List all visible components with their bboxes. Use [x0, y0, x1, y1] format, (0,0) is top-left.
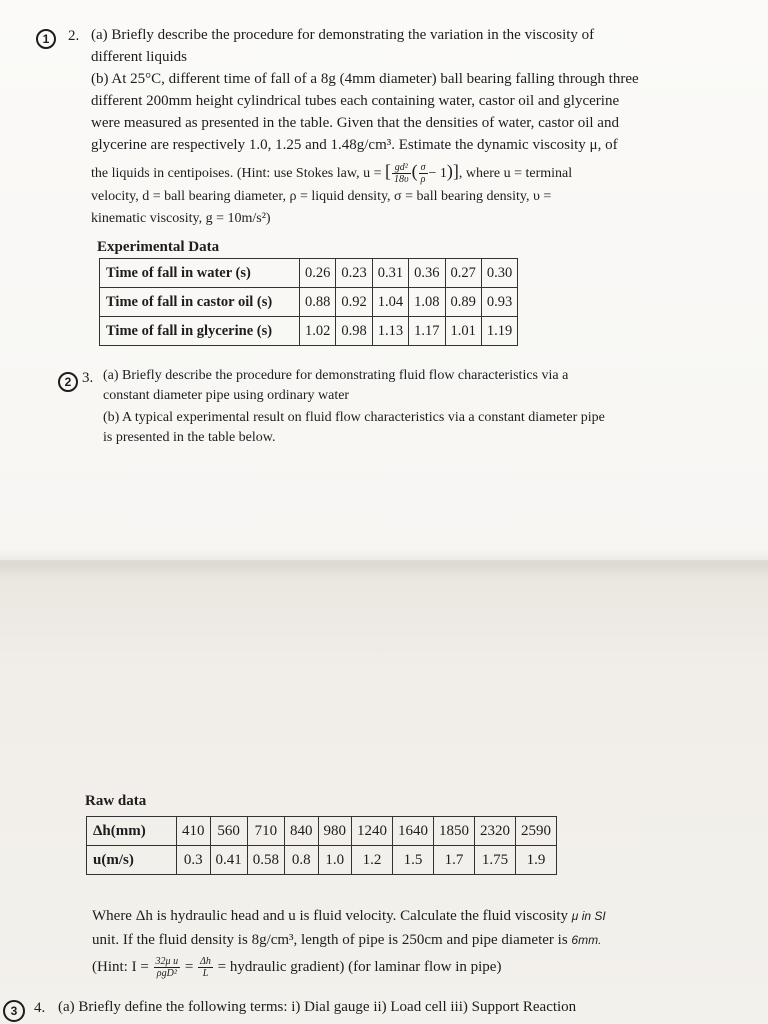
row-label: Time of fall in glycerine (s): [100, 317, 300, 346]
table-cell: 1.13: [372, 317, 408, 346]
q3-hint-open: (Hint: I =: [92, 959, 149, 975]
q2-part-b-line3: were measured as presented in the table. Given that the densities of water, castor oil and: [91, 115, 619, 131]
table-cell: 0.31: [372, 259, 408, 288]
table-cell: 0.88: [300, 288, 336, 317]
q3-where-line2: [92, 928, 762, 952]
table-cell: 560: [210, 817, 247, 846]
q3-where-line1: [92, 904, 762, 928]
q2-part-b-line2: different 200mm height cylindrical tubes each containing water, castor oil and glycerine: [91, 93, 620, 109]
table-cell: 1.19: [481, 317, 517, 346]
table-row: [87, 846, 557, 875]
table-cell: 1.0: [318, 846, 352, 875]
q3-hint-fraction-1: $\frac{\text{32μ u}}{\text{ρgD²}}$: [155, 956, 179, 980]
q2-hint-line2: velocity, d = ball bearing diameter, ρ = liquid density, σ = ball bearing density, υ =: [91, 189, 552, 204]
page-fold-shadow: [0, 548, 768, 578]
q3-hint-line: [92, 952, 762, 982]
q2-experimental-data-table: [99, 258, 518, 346]
table-cell: 1.02: [300, 317, 336, 346]
table-cell: 1.75: [475, 846, 516, 875]
q2-part-b-line4: glycerine are respectively 1.0, 1.25 and 1.48g/cm³. Estimate the dynamic viscosity μ, of: [91, 137, 618, 153]
table-row: [100, 317, 518, 346]
q4-text: (a) Briefly define the following terms: i) Dial gauge ii) Load cell iii) Support Reaction: [58, 999, 577, 1015]
table-cell: 0.41: [210, 846, 247, 875]
q2-hint-start: the liquids in centipoises. (Hint: use Stokes law, u =: [91, 166, 382, 181]
q2-hint-end: , where u = terminal: [458, 166, 573, 181]
table-cell: 1.7: [434, 846, 475, 875]
table-cell: 1240: [352, 817, 393, 846]
question-marker-1: 1: [36, 29, 56, 49]
q3-where-line2-text: unit. If the fluid density is 8g/cm³, length of pipe is 250cm and pipe diameter is: [92, 932, 568, 948]
table-cell: 0.58: [247, 846, 284, 875]
table-cell: 2590: [516, 817, 557, 846]
table-cell: 0.89: [445, 288, 481, 317]
table-cell: 0.23: [336, 259, 372, 288]
question-number-4: 4.: [34, 1000, 46, 1016]
table-row: [100, 259, 518, 288]
question-3-body: [103, 366, 703, 448]
table-cell: 0.8: [285, 846, 319, 875]
q2-hint-minus: − 1: [428, 166, 447, 181]
q3-handwritten-note-2: 6mm.: [571, 933, 602, 947]
q2-part-b-line1: (b) At 25°C, different time of fall of a 8g (4mm diameter) ball bearing falling through three: [91, 71, 639, 87]
q3-hint-fraction-2: $\frac{\Delta h}{L}$: [200, 956, 211, 980]
table-cell: 710: [247, 817, 284, 846]
q3-where-line1-text: Where Δh is hydraulic head and u is fluid velocity. Calculate the fluid viscosity: [92, 908, 569, 924]
table-cell: 1.17: [409, 317, 445, 346]
table-cell: 1.01: [445, 317, 481, 346]
row-label: Time of fall in water (s): [100, 259, 300, 288]
table-cell: 980: [318, 817, 352, 846]
q2-hint-line3: kinematic viscosity, g = 10m/s²): [91, 211, 271, 226]
q3-table-caption: Raw data: [85, 793, 147, 809]
table-row: [100, 288, 518, 317]
table-cell: 1.2: [352, 846, 393, 875]
q3-handwritten-note-1: μ in SI: [571, 909, 606, 923]
row-label: Time of fall in castor oil (s): [100, 288, 300, 317]
question-number-3: 3.: [82, 370, 94, 386]
table-cell: 1.9: [516, 846, 557, 875]
table-cell: 0.98: [336, 317, 372, 346]
table-cell: 1850: [434, 817, 475, 846]
q3-part-b-line2: is presented in the table below.: [103, 430, 276, 445]
table-cell: 0.92: [336, 288, 372, 317]
table-cell: 0.3: [177, 846, 211, 875]
table-cell: 1640: [393, 817, 434, 846]
table-cell: 1.04: [372, 288, 408, 317]
table-cell: 0.30: [481, 259, 517, 288]
table-cell: 410: [177, 817, 211, 846]
table-cell: 0.93: [481, 288, 517, 317]
q2-part-a-line1: (a) Briefly describe the procedure for demonstrating the variation in the viscosity of: [91, 27, 595, 43]
table-cell: 0.26: [300, 259, 336, 288]
q3-raw-data-table: [86, 816, 557, 875]
row-label: Δh(mm): [87, 817, 177, 846]
q3-part-a-line1: (a) Briefly describe the procedure for demonstrating fluid flow characteristics via a: [103, 368, 569, 383]
q3-hint-equals: =: [184, 959, 194, 975]
q3-where-text: [92, 904, 762, 982]
table-cell: 2320: [475, 817, 516, 846]
row-label: u(m/s): [87, 846, 177, 875]
table-row: [87, 817, 557, 846]
table-cell: 1.5: [393, 846, 434, 875]
q3-part-b-line1: (b) A typical experimental result on fluid flow characteristics via a constant diameter pipe: [103, 410, 605, 425]
q2-table-caption: Experimental Data: [97, 239, 220, 255]
question-marker-2: 2: [58, 372, 78, 392]
table-cell: 840: [285, 817, 319, 846]
q2-hint-fraction-1: $\frac{\text{gd²}}{18\upsilon}$: [393, 162, 409, 186]
table-cell: 1.08: [409, 288, 445, 317]
question-4-body: [58, 996, 758, 1018]
table-cell: 0.36: [409, 259, 445, 288]
question-marker-3: 3: [3, 1000, 25, 1022]
question-2-body: [91, 24, 691, 230]
q2-hint-fraction-2: $\frac{\sigma}{\rho}$: [420, 162, 426, 186]
q3-part-a-line2: constant diameter pipe using ordinary water: [103, 388, 350, 403]
table-cell: 0.27: [445, 259, 481, 288]
q3-hint-close: = hydraulic gradient) (for laminar flow in pipe): [217, 959, 502, 975]
q2-part-a-line2: different liquids: [91, 49, 187, 65]
q2-hint-formula-line: the liquids in centipoises. (Hint: use Stokes law, u = [ $\frac{\text{gd²}}{18\upsilon}$ ( $\frac{\sigma}{\rho}$ − 1)], where u = terminal: [91, 161, 573, 186]
question-number-2: 2.: [68, 28, 80, 44]
